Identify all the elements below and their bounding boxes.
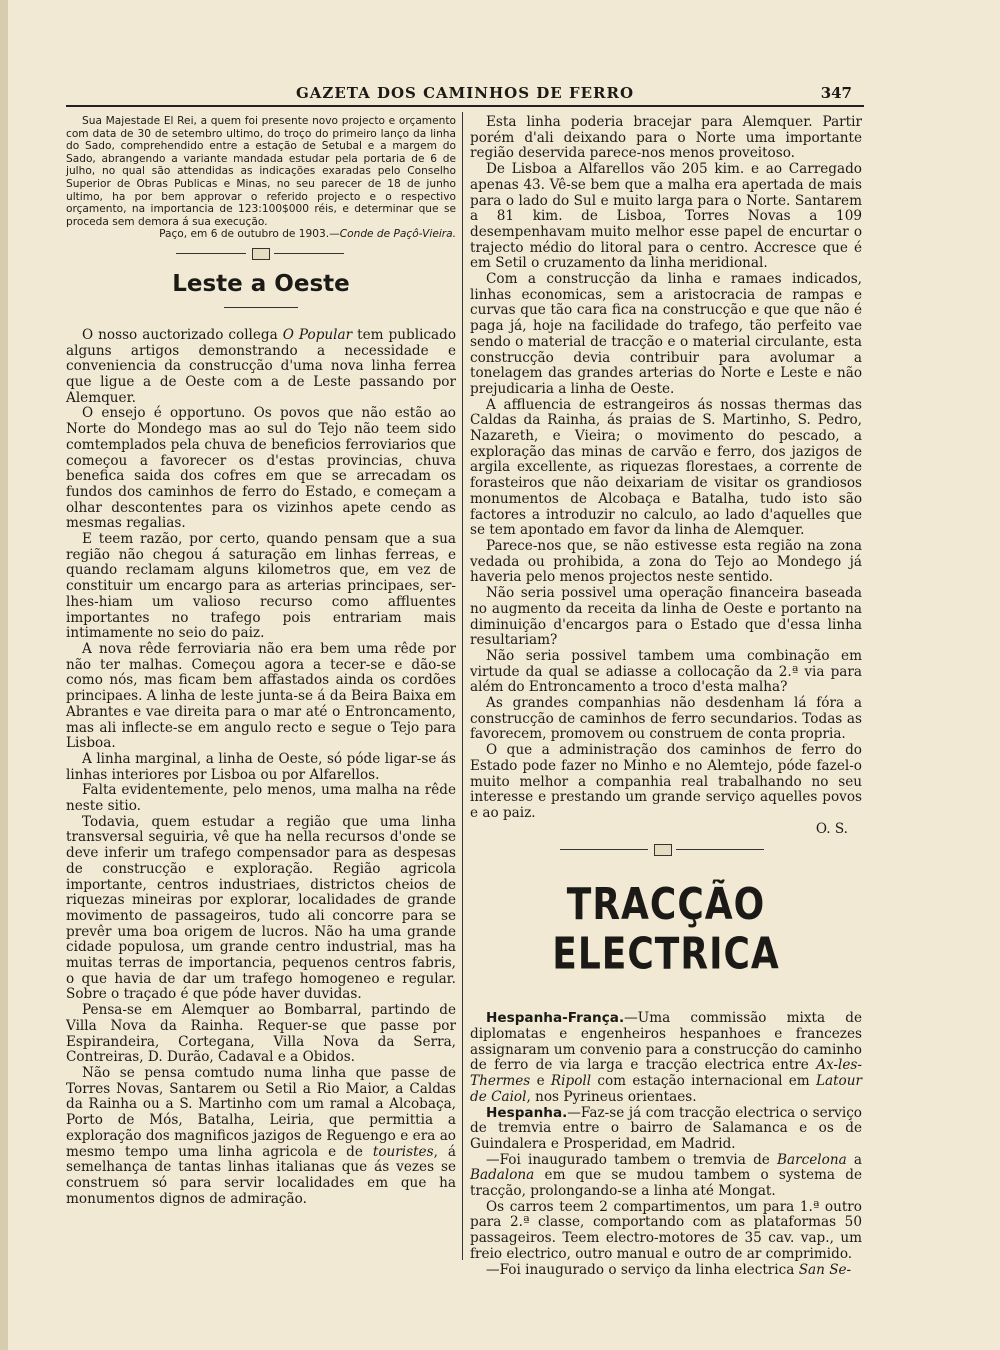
paragraph: Não seria possivel tambem uma combinação em virtude da qual se adiasse a collocação da 2.ª via para além do Entroncamento a troco d'esta malha? xyxy=(470,647,862,696)
section-title-traccao-electrica: TRACÇÃO ELECTRICA xyxy=(552,881,780,980)
paragraph: Pensa-se em Alemquer ao Bombarral, partindo de Villa Nova da Rainha. Requer-se que passe por Espirandeira, Cortegana, Villa Nova da Serra, Contreiras, D. Durão, Cadaval e a Obidos. xyxy=(66,1002,456,1066)
paragraph: Não seria possivel uma operação financeira baseada no augmento da receita da linha de Oeste e portanto na diminuição d'encargos para o Estado que d'essa linha resultariam? xyxy=(470,585,862,649)
column-divider xyxy=(462,112,463,1260)
paragraph: Parece-nos que, se não estivesse esta região na zona vedada ou prohibida, a zona do Tejo ao Mondego já haveria pelo menos projectos neste sentido. xyxy=(470,537,862,586)
paragraph: O nosso auctorizado collega O Popular tem publicado alguns artigos demonstrando a necessidade e conveniencia da construcção d'uma nova linha ferrea que ligue a de Oeste com a de Leste passando por Alemquer. xyxy=(66,326,457,406)
paragraph: Com a construcção da linha e ramaes indicados, linhas economicas, sem a aristocracia de rampas e curvas que tão cara fica na construcção e que que não é paga já, hoje na facilidade do trafego, tão perfeito vae sendo o material de tracção e o material circulante, esta construcção devia contribuir para avolumar a tonelagem das grandes arterias do Norte e Leste e não prejudicaria a linha de Oeste. xyxy=(470,271,862,397)
paragraph: O que a administração dos caminhos de ferro do Estado pode fazer no Minho e no Alemtejo, póde fazel-o muito melhor a companhia real trabalhando no seu interesse e prestando um grande serviço aquelles povos e ao paiz. xyxy=(470,742,862,821)
page-edge xyxy=(0,0,8,1350)
paragraph: Esta linha poderia bracejar para Alemquer. Partir porém d'ali deixando para o Norte uma importante região deservida parece-nos menos proveitoso. xyxy=(470,114,862,162)
running-header xyxy=(66,84,864,102)
paragraph: Todavia, quem estudar a região que uma linha transversal seguiria, vê que ha nella recursos d'onde se deve inferir um trafego compensador para as despesas de construcção e exploração. Região agricola importante, centros industriaes, districtos cheios de riquezas mineiras por explorar, localidades de grande movimento de passageiros, tudo ali concorre para se prevêr uma boa origem de lucros. Não ha uma grande cidade populosa, um grande centro industrial, mas ha muitas terras de importancia, pequenos centros fabris, o que havia de dar um trafego homogeneo e regular. Sobre o traçado é que póde haver duvidas. xyxy=(66,813,456,1003)
section-ornament xyxy=(470,839,862,859)
paragraph: O ensejo é opportuno. Os povos que não estão ao Norte do Mondego mas ao sul do Tejo não teem sido comtemplados pela chuva de beneficios ferroviarios que começou a favorecer os d'estas provincias, chuva benefica saida dos cofres em que se arrecadam os fundos dos caminhos de ferro do Estado, e começam a olhar descontentes para os vizinhos apete cendo as mesmas regalias. xyxy=(66,405,456,532)
paragraph: A affluencia de estrangeiros ás nossas thermas das Caldas da Rainha, ás praias de S. Martinho, S. Pedro, Nazareth, e Vieira; o movimento do pescado, a exploração das minas de carvão e ferro, dos jazigos de argila excellente, as riquezas florestaes, a corrente de forasteiros que não deixariam de visitar os grandiosos monumentos de Alcobaça e Batalha, tudo isto são factores a introduzir no calculo, ao lado d'aquelles que se tem apontado em favor da linha de Alemquer. xyxy=(470,396,862,539)
journal-title: GAZETA DOS CAMINHOS DE FERRO xyxy=(295,84,635,102)
paragraph: E teem razão, por certo, quando pensam que a sua região não chegou á saturação em linhas ferreas, e quando reclamam alguns kilometros que, em vez de constituir um encargo para as arterias principaes, ser-lhes-hiam um valioso recurso como affluentes importantes no trafego pois entrariam mais intimamente no seio do paiz. xyxy=(66,531,456,642)
page-number: 347 xyxy=(820,84,852,102)
paragraph: Falta evidentemente, pelo menos, uma malha na rêde neste sitio. xyxy=(66,782,456,815)
paragraph: A linha marginal, a linha de Oeste, só póde ligar-se ás linhas interiores por Lisboa ou por Alfarellos. xyxy=(66,750,456,783)
paragraph: Hespanha.—Faz-se já com tracção electrica o serviço de tremvia entre o bairro de Salamanca e os de Guindalera e Prosperidad, em Madrid. xyxy=(470,1104,862,1152)
left-column xyxy=(66,115,456,1207)
decree-signature-line xyxy=(66,228,456,241)
decree-signatory: Conde de Paçô-Vieira. xyxy=(339,228,456,241)
paragraph: A nova rêde ferroviaria não era bem uma rêde por não ter malhas. Começou agora a tecer-se e dão-se como nós, mas ficam bem affastados ainda os cordões principaes. A linha de leste junta-se á da Beira Baixa em Abrantes e vae direita para o mar até o Entroncamento, mas ali inflecte-se em angulo recto e segue o Tejo para Lisboa. xyxy=(66,641,456,752)
title-rule xyxy=(224,307,298,308)
paragraph: De Lisboa a Alfarellos vão 205 kim. e ao Carregado apenas 43. Vê-se bem que a malha era apertada de mais para o lado do Sul e muito larga para o Norte. Santarem a 81 kim. de Lisboa, Torres Novas a 109 desempenhavam muito melhor esse papel de encurtar o trajecto médio do litoral para o centro. Accresce que é em Setil o cruzamento da linha meridional. xyxy=(470,161,862,272)
decree-date: Paço, em 6 de outubro de 1903.— xyxy=(159,228,340,241)
paragraph: —Foi inaugurado o serviço da linha electrica San Se- xyxy=(486,1261,852,1278)
section-ornament xyxy=(66,243,456,263)
paragraph: As grandes companhias não desdenham lá fóra a construcção de caminhos de ferro secundarios. Todas as favorecem, promovem ou construem de conta propria. xyxy=(470,695,862,743)
paragraph: Os carros teem 2 compartimentos, um para 1.ª outro para 2.ª classe, comportando com as plataformas 50 passageiros. Teem electro-motores de 35 cav. vap., um freio electrico, outro manual e outro de ar comprimido. xyxy=(470,1198,862,1262)
right-column xyxy=(470,115,862,1278)
section-title-leste-oeste: Leste a Oeste xyxy=(172,270,350,297)
header-rule xyxy=(66,105,864,107)
paragraph: Hespanha-França.—Uma commissão mixta de diplomatas e engenheiros hespanhoes e francezes assignaram um convenio para a construcção do caminho de ferro de via larga e tracção electrica entre Ax-les-Thermes e Ripoll com estação internacional em Latour de Caiol, nos Pyrineus orientaes. xyxy=(470,1010,862,1105)
decree-text: Sua Majestade El Rei, a quem foi presente novo projecto e orçamento com data de 30 de setembro ultimo, do troço do primeiro lanço da linha do Sado, comprehendido entre a estação de Setubal e a margem do Sado, abrangendo a variante mandada estudar pela portaria de 6 de julho, no qual são attendidas as indicações exaradas pelo Conselho Superior de Obras Publicas e Minas, no seu parecer de 18 de junho ultimo, ha por bem approvar o referido projecto e o respectivo orçamento, na importancia de 123:100$000 réis, e determinar que se proceda sem demora á sua execução. xyxy=(66,115,456,228)
article-signature: O. S. xyxy=(815,820,848,837)
paragraph: —Foi inaugurado tambem o tremvia de Barcelona a Badalona em que se mudou tambem o systema de tracção, prolongando-se a linha até Mongat. xyxy=(470,1151,862,1200)
paragraph: Não se pensa comtudo numa linha que passe de Torres Novas, Santarem ou Setil a Rio Maior, a Caldas da Rainha ou a S. Martinho com um ramal a Alcobaça, Porto de Mós, Batalha, Leiria, que permittia a exploração dos magnificos jazigos de Reguengo e era ao mesmo tempo uma linha agricola e de touristes, á semelhança de tantas linhas italianas que ás vezes se construem só para servir localidades em que ha monumentos dignos de admiração. xyxy=(66,1064,456,1207)
